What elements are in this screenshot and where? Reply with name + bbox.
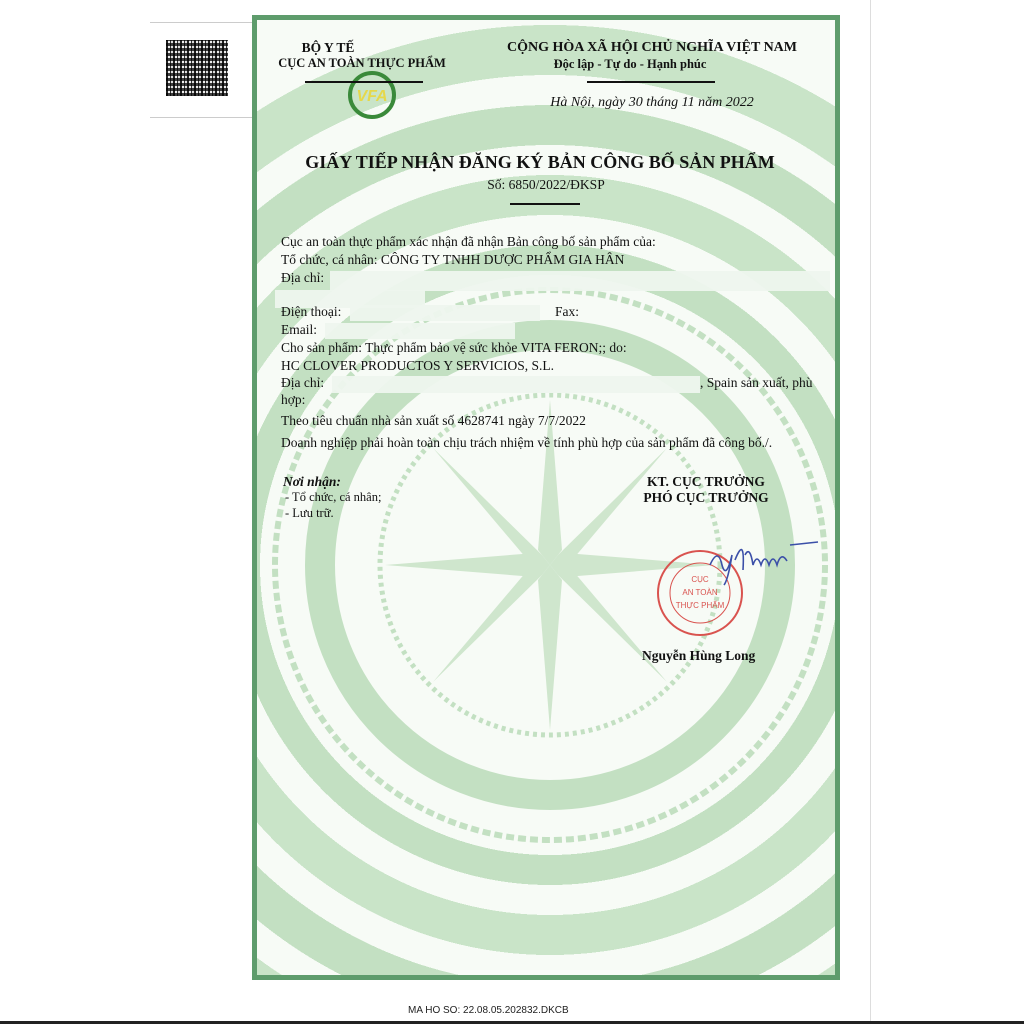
redacted-address [330, 271, 830, 291]
vfa-logo [340, 70, 404, 120]
redacted-mfr-address [332, 376, 700, 393]
fax-label: Fax: [555, 304, 580, 319]
responsibility: Doanh nghiệp phải hoàn toàn chịu trách nhiệm về tính phù hợp của sản phẩm đã công bố./. [281, 435, 773, 450]
intro-text: Cục an toàn thực phẩm xác nhận đã nhận Bản công bố sản phẩm của: [281, 234, 656, 249]
dossier-code: MA HO SO: 22.08.05.202832.DKCB [408, 1005, 569, 1016]
product: Cho sản phẩm: Thực phẩm bảo vệ sức khỏe VITA FERON;; do: [281, 340, 627, 355]
qr-code [166, 40, 228, 96]
document-number: Số: 6850/2022/ĐKSP [487, 177, 605, 192]
agency-name: CỤC AN TOÀN THỰC PHẨM [278, 56, 446, 70]
organization: Tổ chức, cá nhân: CÔNG TY TNHH DƯỢC PHẨM GIA HÂN [281, 252, 625, 267]
motto: Độc lập - Tự do - Hạnh phúc [553, 57, 707, 71]
recipient-item: - Tổ chức, cá nhân; [285, 490, 382, 504]
standard: Theo tiêu chuẩn nhà sản xuất số 4628741 ngày 7/7/2022 [281, 413, 586, 428]
svg-text:CỤC: CỤC [691, 575, 709, 584]
redacted-phone [350, 305, 540, 321]
place-date: Hà Nội, ngày 30 tháng 11 năm 2022 [550, 95, 754, 110]
document-title: GIẤY TIẾP NHẬN ĐĂNG KÝ BẢN CÔNG BỐ SẢN PHẨM [305, 152, 775, 172]
signer-name: Nguyễn Hùng Long [642, 648, 756, 663]
mfr-address-label: Địa chỉ: [281, 375, 325, 390]
divider [587, 81, 715, 83]
recipients-label: Nơi nhận: [283, 474, 341, 489]
signature-subtitle: PHÓ CỤC TRƯỞNG [643, 490, 769, 505]
redacted-email [325, 323, 515, 339]
svg-text:VFA: VFA [356, 88, 388, 105]
email-label: Email: [281, 322, 317, 337]
mfr-address-cont: hợp: [281, 392, 306, 407]
signature-title: KT. CỤC TRƯỞNG [647, 474, 765, 489]
country-name: CỘNG HÒA XÃ HỘI CHỦ NGHĨA VIỆT NAM [506, 40, 798, 55]
svg-text:THỰC PHẨM: THỰC PHẨM [675, 601, 725, 610]
recipient-item: - Lưu trữ. [285, 506, 334, 520]
svg-text:AN TOÀN: AN TOÀN [682, 588, 718, 597]
mfr-address-tail: , Spain sản xuất, phù [700, 375, 813, 390]
handwritten-signature [700, 540, 840, 590]
divider [305, 81, 423, 83]
ministry-name: BỘ Y TẾ [301, 40, 355, 55]
phone-label: Điện thoại: [281, 304, 342, 319]
divider [510, 203, 580, 205]
manufacturer: HC CLOVER PRODUCTOS Y SERVICIOS, S.L. [281, 358, 554, 373]
address-label: Địa chỉ: [281, 270, 325, 285]
